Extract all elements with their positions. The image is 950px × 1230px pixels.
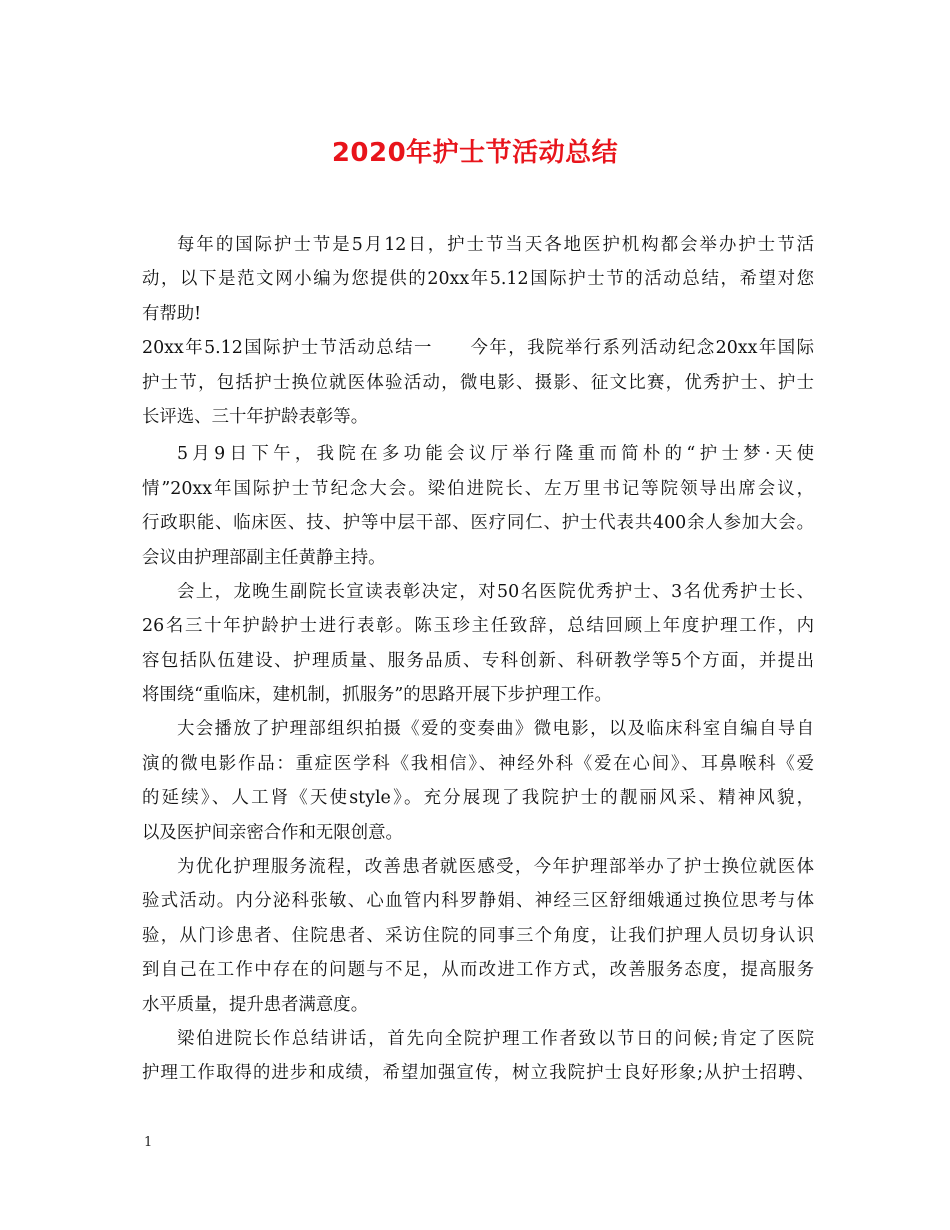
body-line: 容包括队伍建设、护理质量、服务品质、专科创新、科研教学等5个方面，并提出	[142, 650, 814, 671]
body-line: 会议由护理部副主任黄静主持。	[142, 547, 386, 568]
body-line: 长评选、三十年护龄表彰等。	[142, 406, 369, 427]
body-line: 演的微电影作品：重症医学科《我相信》、神经外科《爱在心间》、耳鼻喉科《爱	[142, 753, 814, 774]
body-line: 验式活动。内分泌科张敏、心血管内科罗静娟、神经三区舒细娥通过换位思考与体	[142, 891, 814, 912]
body-line: 有帮助!	[142, 303, 202, 324]
page-number: 1	[144, 1135, 153, 1150]
body-line: 动，以下是范文网小编为您提供的20xx年5.12国际护士节的活动总结，希望对您	[142, 269, 814, 290]
document-body	[142, 228, 814, 1091]
body-line: 会上，龙晚生副院长宣读表彰决定，对50名医院优秀护士、3名优秀护士长、	[177, 581, 814, 602]
body-line: 20xx年5.12国际护士节活动总结一 今年，我院举行系列活动纪念20xx年国际	[142, 338, 814, 359]
body-line: 情”20xx年国际护士节纪念大会。梁伯进院长、左万里书记等院领导出席会议，	[142, 478, 814, 499]
body-line: 将围绕“重临床，建机制，抓服务”的思路开展下步护理工作。	[142, 685, 612, 706]
body-line: 护理工作取得的进步和成绩，希望加强宣传，树立我院护士良好形象;从护士招聘、	[142, 1063, 814, 1084]
body-line: 26名三十年护龄护士进行表彰。陈玉珍主任致辞，总结回顾上年度护理工作，内	[142, 616, 814, 637]
body-line: 每年的国际护士节是5月12日，护士节当天各地医护机构都会举办护士节活	[177, 235, 814, 255]
body-line: 为优化护理服务流程，改善患者就医感受，今年护理部举办了护士换位就医体	[177, 857, 814, 878]
body-line: 行政职能、临床医、技、护等中层干部、医疗同仁、护士代表共400余人参加大会。	[142, 513, 814, 534]
document-title: 2020年护士节活动总结	[331, 138, 619, 168]
body-line: 以及医护间亲密合作和无限创意。	[142, 822, 403, 843]
body-line: 验，从门诊患者、住院患者、采访住院的同事三个角度，让我们护理人员切身认识	[142, 925, 814, 946]
body-line: 5月9日下午，我院在多功能会议厅举行隆重而简朴的“护士梦·天使	[177, 444, 814, 465]
body-line: 的延续》、人工肾《天使style》。充分展现了我院护士的靓丽风采、精神风貌，	[142, 788, 814, 809]
body-line: 到自己在工作中存在的问题与不足，从而改进工作方式，改善服务态度，提高服务	[142, 960, 814, 981]
body-line: 水平质量，提升患者满意度。	[142, 994, 369, 1015]
body-line: 大会播放了护理部组织拍摄《爱的变奏曲》微电影，以及临床科室自编自导自	[177, 719, 814, 740]
body-line: 梁伯进院长作总结讲话，首先向全院护理工作者致以节日的问候;肯定了医院	[177, 1028, 814, 1049]
body-line: 护士节，包括护士换位就医体验活动，微电影、摄影、征文比赛，优秀护士、护士	[142, 372, 814, 393]
